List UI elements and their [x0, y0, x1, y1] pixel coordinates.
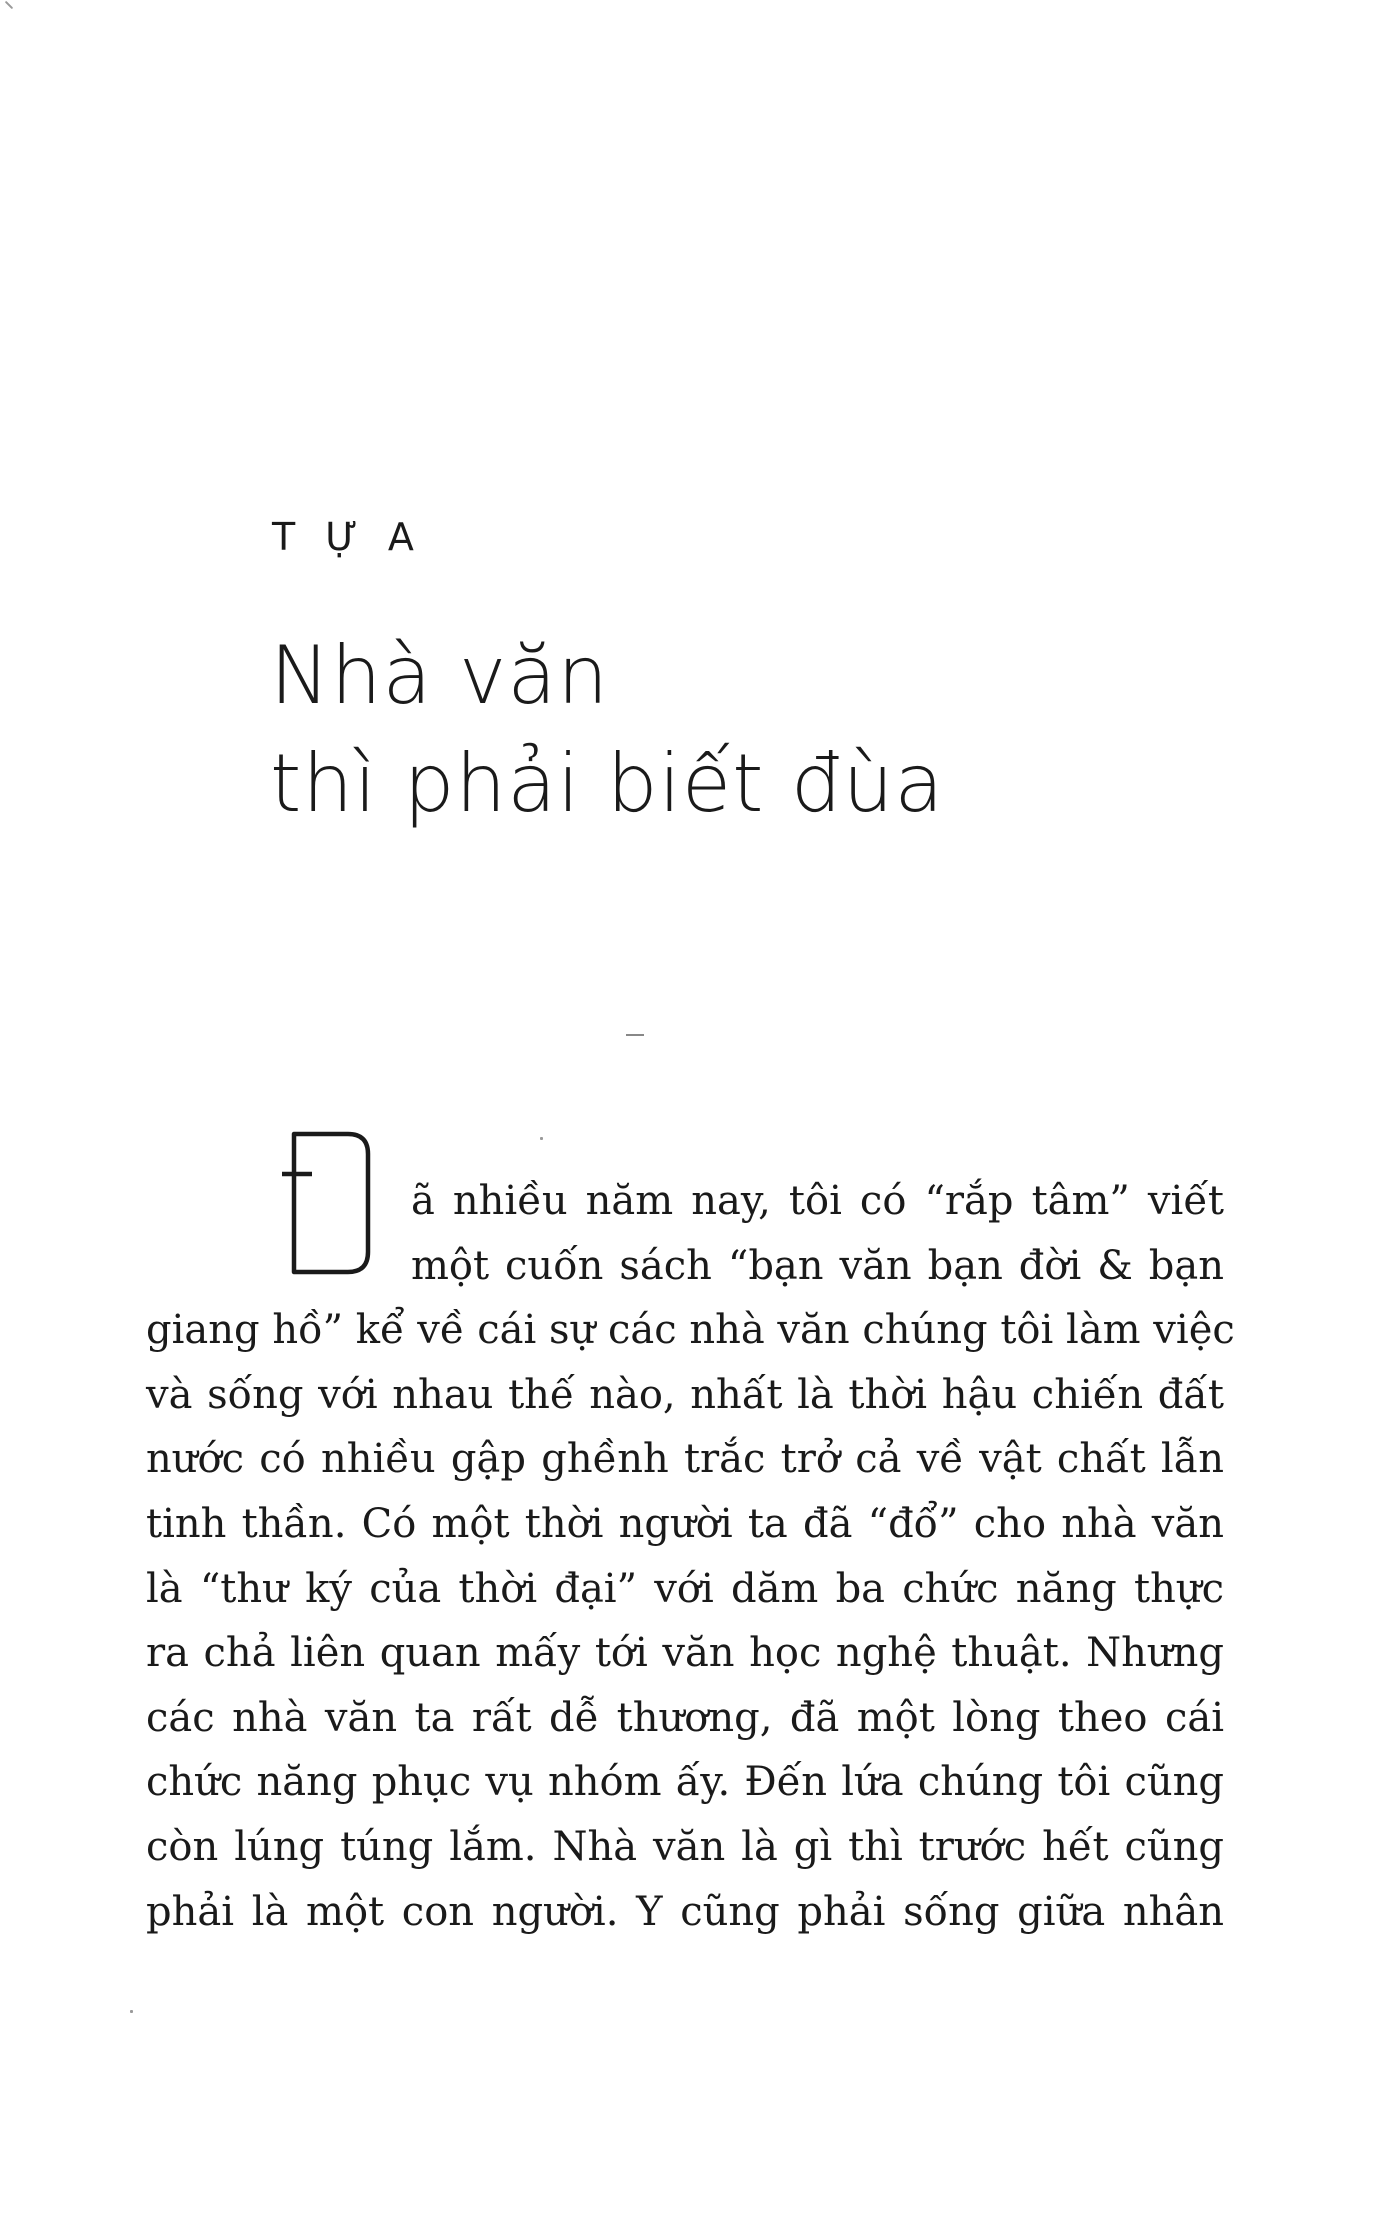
body-line: là “thư ký của thời đại” với dăm ba chức năng thực: [146, 1565, 1224, 1612]
section-label: TỰA: [272, 515, 444, 559]
scan-speck: [5, 1, 13, 9]
body-paragraph: [146, 1169, 1235, 1944]
scan-speck: [130, 2010, 133, 2013]
body-line: ra chả liên quan mấy tới văn học nghệ thuật. Nhưng: [146, 1630, 1224, 1677]
chapter-title: [270, 622, 944, 838]
chapter-title-line-2: thì phải biết đùa: [270, 737, 945, 830]
body-line: ã nhiều năm nay, tôi có “rắp tâm” viết: [411, 1178, 1224, 1224]
scan-speck: [540, 1137, 543, 1140]
body-line: một cuốn sách “bạn văn bạn đời & bạn: [411, 1242, 1224, 1289]
body-line: giang hồ” kể về cái sự các nhà văn chúng tôi làm việc: [146, 1307, 1235, 1354]
body-line: và sống với nhau thế nào, nhất là thời hậu chiến đất: [146, 1371, 1224, 1418]
body-line: tinh thần. Có một thời người ta đã “đổ” cho nhà văn: [146, 1500, 1224, 1547]
chapter-title-line-1: Nhà văn: [270, 629, 610, 722]
body-line: các nhà văn ta rất dễ thương, đã một lòng theo cái: [146, 1694, 1224, 1741]
ornament-dash: [626, 1034, 644, 1036]
body-line: phải là một con người. Y cũng phải sống giữa nhân: [146, 1888, 1224, 1935]
body-line: nước có nhiều gập ghềnh trắc trở cả về vật chất lẫn: [146, 1436, 1224, 1483]
body-line: còn lúng túng lắm. Nhà văn là gì thì trước hết cũng: [146, 1823, 1224, 1870]
body-line: chức năng phục vụ nhóm ấy. Đến lứa chúng tôi cũng: [146, 1759, 1224, 1806]
